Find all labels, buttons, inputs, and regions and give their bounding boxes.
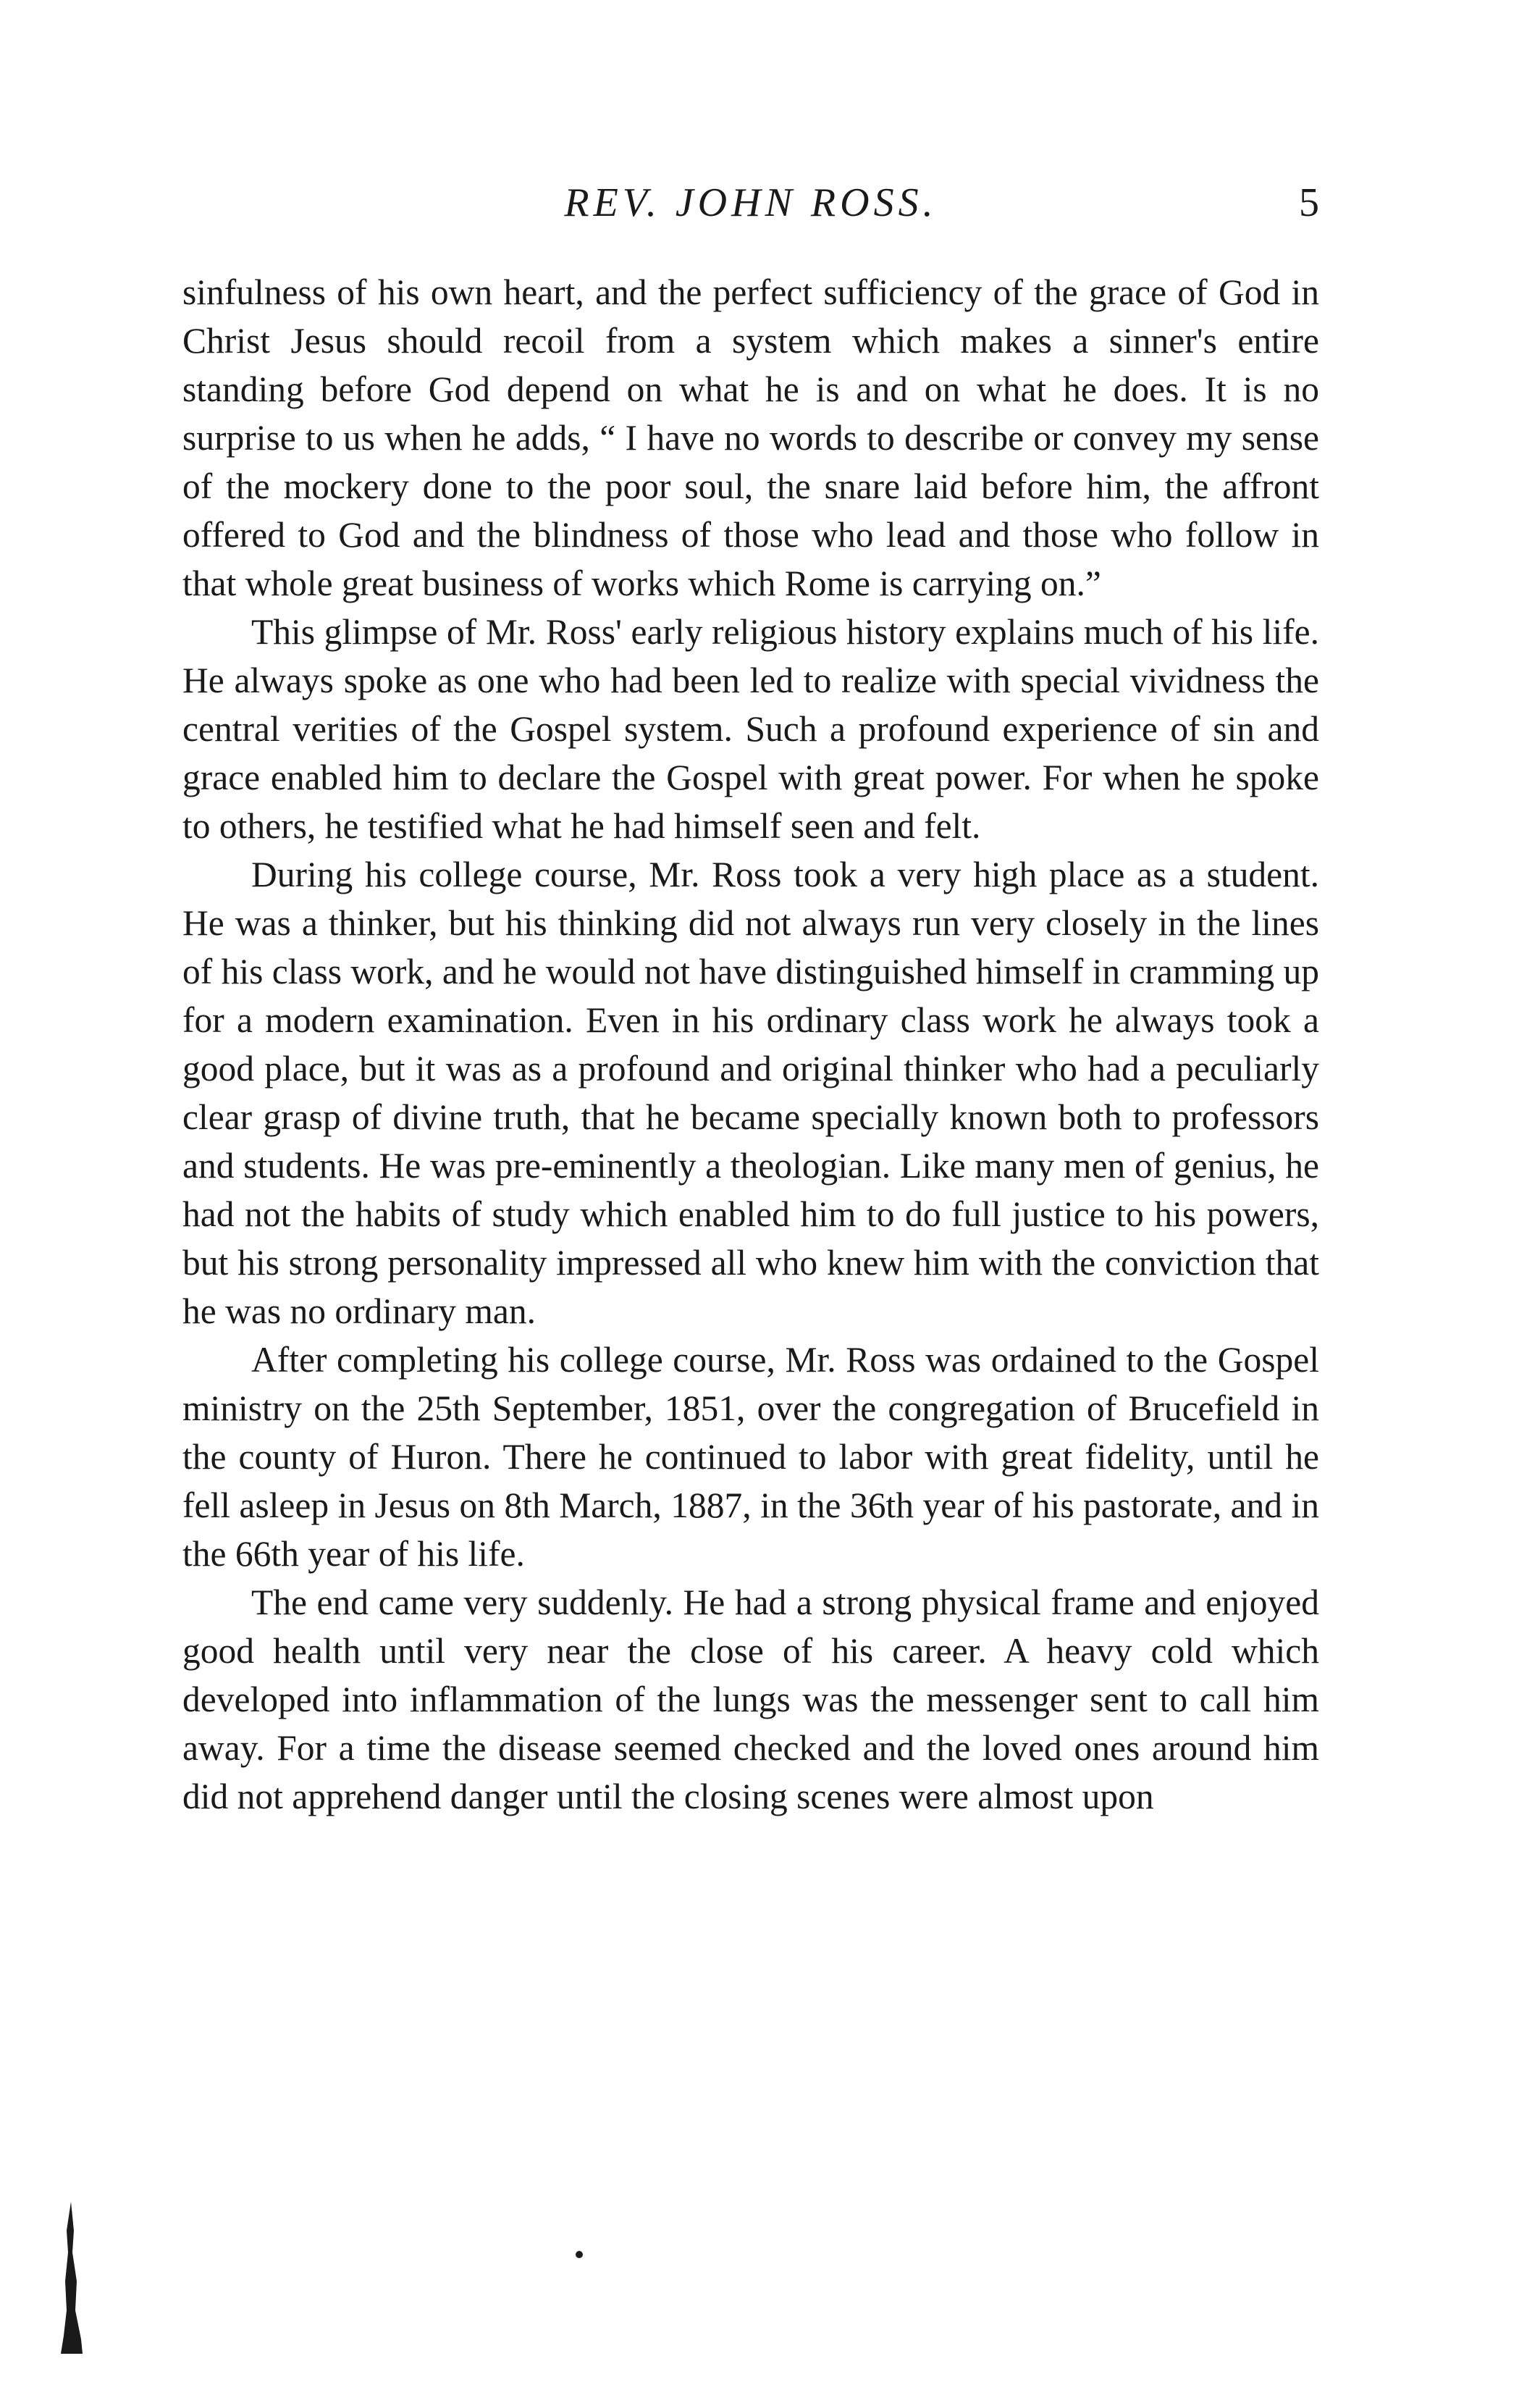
scan-edge-mark: [56, 2202, 85, 2354]
printer-dot-mark: [576, 2251, 583, 2258]
paragraph-2: This glimpse of Mr. Ross' early religious history explains much of his life. He always spoke as one who had been led to realize with special vividness the central verities of the Gospel system. Such a profound experience of sin and grace enabled him to declare the Gospel with great power. For when he spoke to others, he testified what he had himself seen and felt.: [182, 612, 1319, 846]
body-text: [182, 268, 1319, 1821]
paragraph-1: sinfulness of his own heart, and the perfect sufficiency of the grace of God in Christ Jesus should recoil from a system which makes a sinner's entire standing before God depend on what he is and on what he does. It is no surprise to us when he adds, “ I have no words to describe or convey my sense of the mockery done to the poor soul, the snare laid before him, the affront offered to God and the blindness of those who lead and those who follow in that whole great business of works which Rome is carrying on.”: [182, 272, 1319, 603]
page-number: 5: [1299, 180, 1319, 225]
page-header: [182, 180, 1319, 238]
paragraph-3: During his college course, Mr. Ross took a very high place as a student. He was a thinker, but his thinking did not always run very closely in the lines of his class work, and he would not have distinguished himself in cramming up for a modern examination. Even in his ordinary class work he always took a good place, but it was as a profound and original thinker who had a peculiarly clear grasp of divine truth, that he became specially known both to professors and students. He was pre-eminently a theologian. Like many men of genius, he had not the habits of study which enabled him to do full justice to his powers, but his strong personality impressed all who knew him with the conviction that he was no ordinary man.: [182, 855, 1320, 1331]
paragraph-5: The end came very suddenly. He had a strong physical frame and enjoyed good health until very near the close of his career. A heavy cold which developed into inflammation of the lungs was the messenger sent to call him away. For a time the disease seemed checked and the loved ones around him did not apprehend danger until the closing scenes were almost upon: [182, 1582, 1319, 1816]
paragraph-4: After completing his college course, Mr. Ross was ordained to the Gospel ministry on the 25th September, 1851, over the congregation of Brucefield in the county of Huron. There he continued to labor with great fidelity, until he fell asleep in Jesus on 8th March, 1887, in the 36th year of his pastorate, and in the 66th year of his life.: [182, 1340, 1319, 1574]
running-head: REV. JOHN ROSS.: [564, 180, 938, 225]
